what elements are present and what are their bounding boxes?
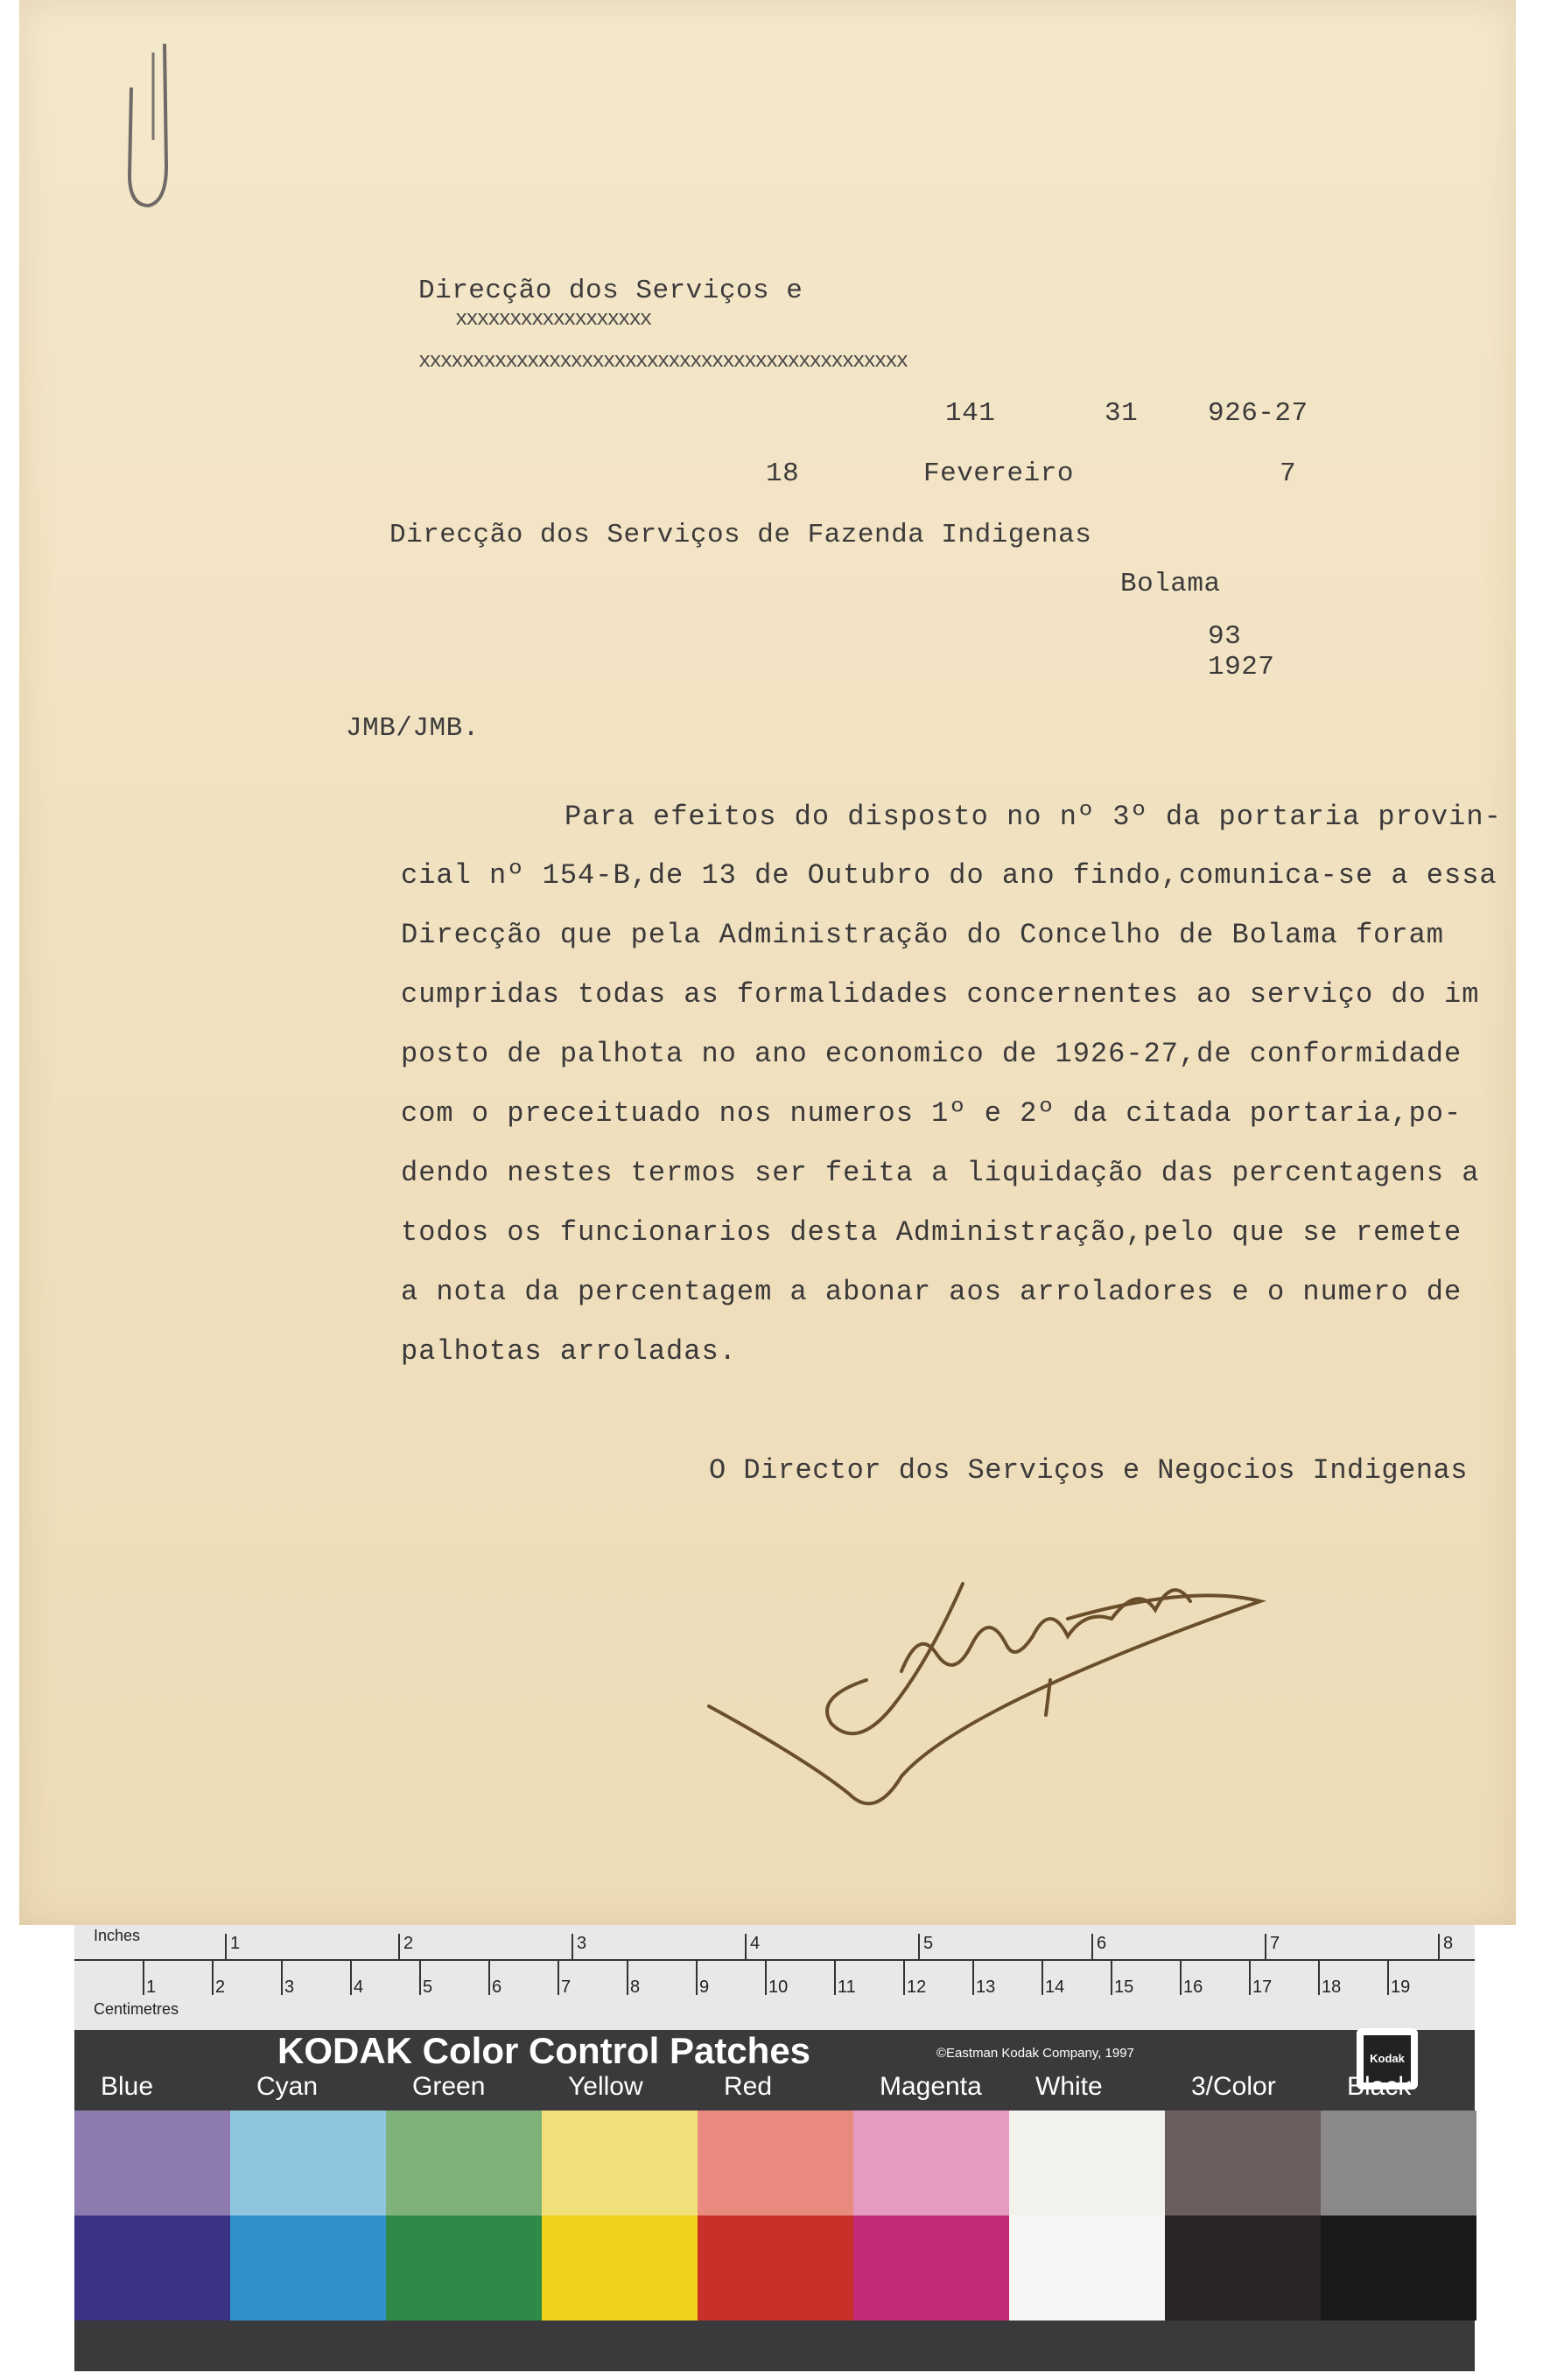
body-line: todos os funcionarios desta Administração,pelo que se remete	[401, 1216, 1462, 1249]
body-line: com o preceituado nos numeros 1º e 2º da citada portaria,po-	[401, 1097, 1462, 1130]
cm-tick-label: 13	[976, 1978, 996, 1997]
inch-tick-label: 3	[577, 1934, 587, 1953]
date-month: Fevereiro	[923, 458, 1074, 489]
struck-line: xxxxxxxxxxxxxxxxxx	[455, 308, 651, 332]
reference-year: 1927	[1208, 652, 1275, 682]
inch-tick-label: 2	[403, 1934, 414, 1953]
recipient-place: Bolama	[1120, 569, 1221, 599]
inch-tick	[225, 1934, 227, 1960]
cm-tick	[627, 1960, 628, 1995]
color-patch-dark	[853, 2216, 1009, 2320]
color-patch-light	[1321, 2110, 1476, 2216]
patch-label: Red	[724, 2072, 773, 2101]
color-patch-light	[698, 2110, 853, 2216]
inch-tick-label: 5	[923, 1934, 934, 1953]
cm-tick	[212, 1960, 214, 1995]
cm-tick	[143, 1960, 144, 1995]
color-patch-dark	[1321, 2216, 1476, 2320]
cm-tick-label: 5	[423, 1978, 433, 1997]
inch-tick-label: 1	[230, 1934, 241, 1953]
color-patch-light	[386, 2110, 542, 2216]
body-line: Direcção que pela Administração do Concelho de Bolama foram	[401, 919, 1444, 951]
cm-tick-label: 6	[492, 1978, 502, 1997]
cm-tick-label: 4	[354, 1978, 364, 1997]
cm-tick	[1180, 1960, 1182, 1995]
date-day: 18	[766, 458, 800, 489]
cm-tick	[419, 1960, 421, 1995]
cm-tick	[1318, 1960, 1320, 1995]
ref-year: 926-27	[1208, 398, 1308, 429]
color-patch-dark	[386, 2216, 542, 2320]
signature-icon	[700, 1531, 1269, 1846]
inch-tick	[572, 1934, 573, 1960]
cm-tick-label: 1	[146, 1978, 157, 1997]
inch-tick-label: 4	[750, 1934, 761, 1953]
patch-label: Blue	[101, 2072, 154, 2101]
cm-tick	[281, 1960, 283, 1995]
cm-tick-label: 2	[215, 1978, 226, 1997]
cm-tick-label: 9	[699, 1978, 710, 1997]
patch-label: 3/Color	[1191, 2072, 1276, 2101]
cm-tick	[350, 1960, 352, 1995]
reference-number: 93	[1208, 621, 1242, 652]
inch-tick-label: 6	[1097, 1934, 1107, 1953]
body-line: Para efeitos do disposto no nº 3º da portaria provin-	[565, 801, 1502, 833]
color-patch-dark	[1009, 2216, 1165, 2320]
cm-tick-label: 8	[630, 1978, 641, 1997]
inch-tick	[1438, 1934, 1440, 1960]
body-line: posto de palhota no ano economico de 1926-27,de conformidade	[401, 1038, 1462, 1070]
color-patch-light	[1009, 2110, 1165, 2216]
letterhead-line: Direcção dos Serviços e	[418, 276, 803, 306]
cm-tick-label: 10	[768, 1978, 789, 1997]
cm-tick	[765, 1960, 767, 1995]
inch-tick-label: 7	[1270, 1934, 1280, 1953]
struck-line: xxxxxxxxxxxxxxxxxxxxxxxxxxxxxxxxxxxxxxxxxxxxx	[418, 350, 908, 374]
body-line: cial nº 154-B,de 13 de Outubro do ano findo,comunica-se a essa	[401, 859, 1497, 892]
kodak-logo-icon: Kodak	[1357, 2028, 1418, 2090]
color-patch-dark	[542, 2216, 698, 2320]
cm-tick-label: 19	[1391, 1978, 1411, 1997]
inch-tick	[745, 1934, 747, 1960]
cm-tick-label: 14	[1045, 1978, 1065, 1997]
cm-tick	[1111, 1960, 1112, 1995]
cm-tick	[488, 1960, 490, 1995]
kodak-copyright: ©Eastman Kodak Company, 1997	[936, 2046, 1134, 2061]
inch-tick	[1265, 1934, 1266, 1960]
inch-tick-label: 8	[1443, 1934, 1454, 1953]
signoff: O Director dos Serviços e Negocios Indigenas	[709, 1454, 1468, 1487]
color-patch-dark	[1165, 2216, 1321, 2320]
cm-label: Centimetres	[94, 2000, 179, 2018]
patch-label: Cyan	[256, 2072, 319, 2101]
cm-tick	[1042, 1960, 1043, 1995]
color-patch-light	[1165, 2110, 1321, 2216]
initials: JMB/JMB.	[346, 713, 480, 744]
cm-tick-label: 15	[1114, 1978, 1134, 1997]
ref-extra: 7	[1280, 458, 1297, 489]
inch-tick	[398, 1934, 400, 1960]
cm-tick	[1249, 1960, 1251, 1995]
body-line: dendo nestes termos ser feita a liquidação das percentagens a	[401, 1157, 1480, 1189]
cm-tick-label: 16	[1183, 1978, 1203, 1997]
patch-label: White	[1035, 2072, 1103, 2101]
cm-tick-label: 3	[284, 1978, 295, 1997]
cm-tick-label: 12	[907, 1978, 927, 1997]
cm-tick-label: 18	[1322, 1978, 1342, 1997]
kodak-title: KODAK Color Control Patches	[277, 2030, 811, 2071]
cm-tick-label: 7	[561, 1978, 572, 1997]
color-patch-light	[542, 2110, 698, 2216]
cm-tick	[1387, 1960, 1389, 1995]
recipient-line: Direcção dos Serviços de Fazenda Indigenas	[389, 520, 1092, 550]
color-patch-dark	[74, 2216, 230, 2320]
patch-label: Yellow	[568, 2072, 643, 2101]
cm-tick	[903, 1960, 905, 1995]
ref-sub: 31	[1105, 398, 1139, 429]
paperclip-icon	[114, 35, 193, 245]
cm-tick-label: 11	[838, 1978, 856, 1997]
body-line: palhotas arroladas.	[401, 1335, 737, 1368]
inches-label: Inches	[94, 1927, 141, 1944]
color-patch-dark	[698, 2216, 853, 2320]
inch-tick	[1091, 1934, 1093, 1960]
color-patch-light	[230, 2110, 386, 2216]
cm-tick-label: 17	[1252, 1978, 1273, 1997]
cm-tick	[834, 1960, 836, 1995]
body-line: cumpridas todas as formalidades concernentes ao serviço do im	[401, 978, 1480, 1011]
inch-tick	[918, 1934, 920, 1960]
color-patch-dark	[230, 2216, 386, 2320]
patch-label: Green	[412, 2072, 486, 2101]
color-patch-light	[74, 2110, 230, 2216]
color-patch-light	[853, 2110, 1009, 2216]
patch-label: Magenta	[880, 2072, 982, 2101]
body-line: a nota da percentagem a abonar aos arroladores e o numero de	[401, 1276, 1462, 1308]
ref-number: 141	[945, 398, 996, 429]
ruler	[74, 1925, 1475, 2030]
kodak-color-control-patches	[74, 1925, 1475, 2371]
cm-tick	[558, 1960, 559, 1995]
patch-label: Black	[1347, 2072, 1412, 2101]
cm-tick	[696, 1960, 698, 1995]
cm-tick	[972, 1960, 974, 1995]
